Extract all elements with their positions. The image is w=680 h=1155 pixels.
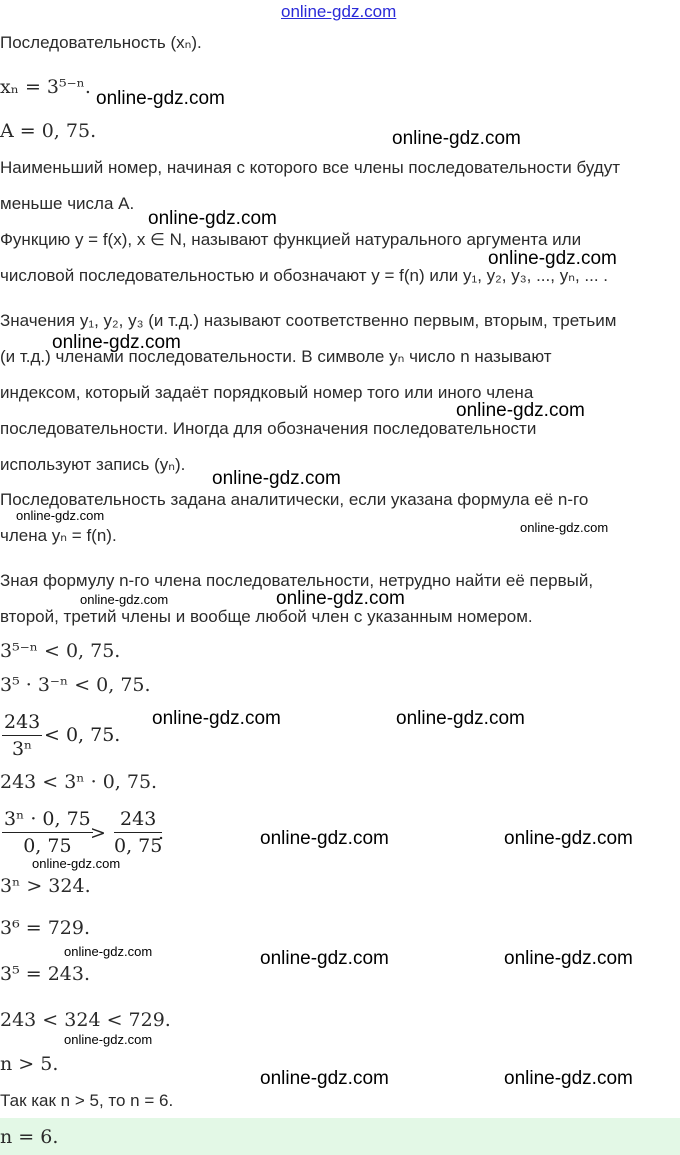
step-3-numerator: 243 xyxy=(2,711,42,736)
watermark: online-gdz.com xyxy=(392,128,521,149)
formula-xn: xₙ = 3⁵⁻ⁿ. xyxy=(0,76,91,98)
watermark: online-gdz.com xyxy=(504,948,633,969)
sequence-title: Последовательность (xₙ). xyxy=(0,33,202,52)
watermark: online-gdz.com xyxy=(96,88,225,109)
watermark: online-gdz.com xyxy=(504,828,633,849)
answer-text: n = 6. xyxy=(0,1126,59,1148)
formula-a: A = 0, 75. xyxy=(0,120,97,142)
definition-line-5: индексом, который задаёт порядковый номер того или иного члена xyxy=(0,383,534,402)
step-1: 3⁵⁻ⁿ < 0, 75. xyxy=(0,640,121,662)
site-header-link[interactable]: online-gdz.com xyxy=(281,2,397,21)
definition-line-7: используют запись (yₙ). xyxy=(0,455,186,474)
watermark: online-gdz.com xyxy=(52,332,181,353)
step-5-gt: > xyxy=(90,822,106,844)
watermark: online-gdz.com xyxy=(32,856,121,871)
watermark: online-gdz.com xyxy=(488,248,617,269)
task-line-1: Наименьший номер, начиная с которого все члены последовательности будут xyxy=(0,158,620,177)
watermark: online-gdz.com xyxy=(64,944,153,959)
step-5-denominator-left: 0, 75 xyxy=(23,835,72,857)
step-3-fraction xyxy=(2,711,42,760)
step-7: 3⁶ = 729. xyxy=(0,917,91,939)
definition-line-1: Функцию y = f(x), x ∈ N, называют функцией натурального аргумента или xyxy=(0,230,582,249)
answer-box xyxy=(0,1118,680,1155)
step-3-denominator: 3ⁿ xyxy=(11,738,33,760)
step-5-numerator-right: 243 xyxy=(114,808,162,833)
definition-line-6: последовательности. Иногда для обозначения последовательности xyxy=(0,419,537,438)
watermark: online-gdz.com xyxy=(504,1068,633,1089)
watermark: online-gdz.com xyxy=(148,208,277,229)
watermark: online-gdz.com xyxy=(260,948,389,969)
watermark: online-gdz.com xyxy=(260,1068,389,1089)
watermark: online-gdz.com xyxy=(64,1032,153,1047)
step-4: 243 < 3ⁿ · 0, 75. xyxy=(0,771,158,793)
formula-note-2: второй, третий члены и вообще любой член с указанным номером. xyxy=(0,607,533,626)
watermark: online-gdz.com xyxy=(520,520,609,535)
definition-line-4: (и т.д.) членами последовательности. В символе yₙ число n называют xyxy=(0,347,552,366)
formula-note-1: Зная формулу n-го члена последовательности, нетрудно найти её первый, xyxy=(0,571,594,590)
watermark: online-gdz.com xyxy=(212,468,341,489)
step-9: 243 < 324 < 729. xyxy=(0,1009,171,1031)
step-6: 3ⁿ > 324. xyxy=(0,875,91,897)
analytic-line-2: члена yₙ = f(n). xyxy=(0,526,117,545)
watermark: online-gdz.com xyxy=(396,708,525,729)
definition-line-2: числовой последовательностью и обозначают y = f(n) или y₁, y₂, y₃, ..., yₙ, ... . xyxy=(0,266,609,285)
watermark: online-gdz.com xyxy=(456,400,585,421)
watermark: online-gdz.com xyxy=(80,592,169,607)
conclusion-line: Так как n > 5, то n = 6. xyxy=(0,1091,174,1110)
watermark: online-gdz.com xyxy=(276,588,405,609)
step-10: n > 5. xyxy=(0,1053,59,1075)
definition-line-3: Значения y₁, y₂, y₃ (и т.д.) называют соответственно первым, вторым, третьим xyxy=(0,311,617,330)
step-5-denominator-right: 0, 75 xyxy=(114,835,163,857)
step-8: 3⁵ = 243. xyxy=(0,963,91,985)
watermark: online-gdz.com xyxy=(260,828,389,849)
step-2: 3⁵ · 3⁻ⁿ < 0, 75. xyxy=(0,674,151,696)
watermark: online-gdz.com xyxy=(16,508,105,523)
step-5-numerator-left: 3ⁿ · 0, 75 xyxy=(2,808,93,833)
step-5-fraction-right xyxy=(114,808,165,857)
analytic-line-1: Последовательность задана аналитически, если указана формула её n-го xyxy=(0,490,589,509)
step-5-fraction-left xyxy=(2,808,93,857)
watermark: online-gdz.com xyxy=(152,708,281,729)
task-line-2: меньше числа A. xyxy=(0,194,135,213)
step-3-rest: < 0, 75. xyxy=(44,724,121,746)
step-5-dot: . xyxy=(158,822,165,844)
